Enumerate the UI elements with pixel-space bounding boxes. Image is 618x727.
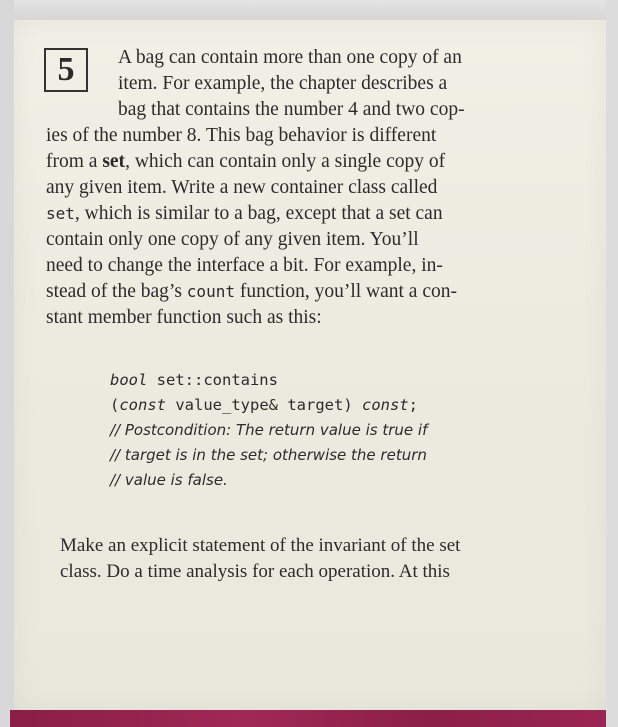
code-span: value_type& target): [166, 396, 362, 414]
text-line: bag that contains the number 4 and two cop-: [118, 99, 465, 120]
exercise-number: 5: [44, 48, 88, 92]
book-page: [14, 20, 606, 710]
text-line: [46, 150, 445, 174]
bold-term-set: set: [102, 151, 126, 172]
code-line: [110, 393, 418, 417]
text-span: , which can contain only a single copy of: [125, 151, 446, 172]
text-line: need to change the interface a bit. For example, in-: [46, 255, 443, 276]
text-line: Make an explicit statement of the invariant of the set: [60, 535, 461, 556]
text-line: class. Do a time analysis for each operation. At this: [60, 561, 450, 582]
code-span: (: [110, 396, 120, 414]
text-line: item. For example, the chapter describes a: [118, 73, 448, 94]
text-line: any given item. Write a new container class called: [46, 177, 438, 198]
code-comment: // Postcondition: The return value is true if: [110, 421, 428, 439]
code-comment: // value is false.: [110, 471, 228, 489]
text-line: [46, 202, 443, 226]
photo-left-border: [0, 0, 14, 727]
text-span: stead of the bag’s: [46, 281, 187, 302]
code-keyword: bool: [110, 371, 148, 389]
photo-top-border: [0, 0, 618, 20]
code-term-set: set: [46, 204, 75, 223]
text-line: ies of the number 8. This bag behavior is different: [46, 125, 437, 146]
text-line: contain only one copy of any given item. You’ll: [46, 229, 419, 250]
book-cover-edge: [10, 710, 606, 727]
text-line: [46, 280, 457, 304]
text-span: function, you’ll want a con-: [234, 281, 457, 302]
text-line: A bag can contain more than one copy of an: [118, 47, 462, 68]
text-line: stant member function such as this:: [46, 307, 322, 328]
photo-right-border: [606, 0, 618, 727]
code-keyword: const: [361, 396, 409, 414]
code-comment: // target is in the set; otherwise the return: [110, 446, 427, 464]
code-span: ;: [408, 396, 418, 414]
text-span: , which is similar to a bag, except that a set can: [74, 203, 443, 224]
code-keyword: const: [119, 396, 167, 414]
code-term-count: count: [186, 282, 235, 301]
code-span: set::contains: [147, 371, 278, 389]
code-line: [110, 368, 278, 392]
text-span: from a: [46, 151, 103, 172]
